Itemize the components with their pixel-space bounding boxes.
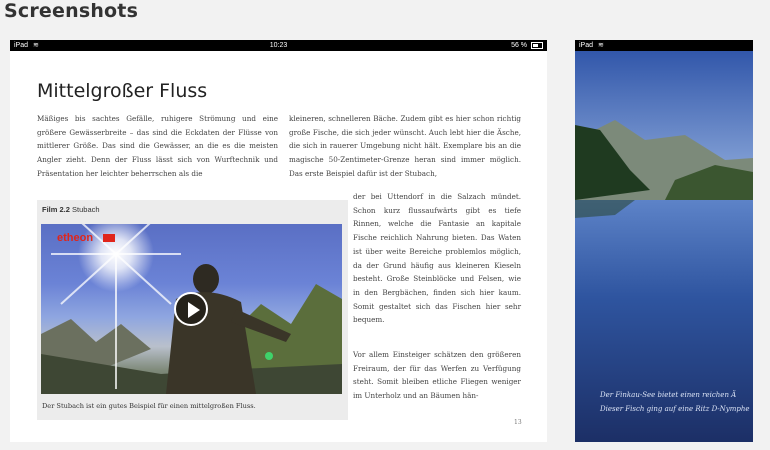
film-label: [42, 205, 100, 214]
status-device-label: iPad: [579, 42, 594, 49]
brand-flag-icon: [103, 234, 115, 242]
caption-line: Dieser Fisch ging auf eine Ritz D-Nymphe: [600, 405, 750, 413]
status-bar: [10, 40, 547, 51]
status-bar: [575, 40, 753, 51]
left-column-text: [37, 112, 278, 181]
paragraph: der bei Uttendorf in die Salzach mündet. Schon kurz flussaufwärts gibt es tiefe Rinnen, welche die Fantasie an kapitale Fische reichlich Nahrung bieten. Das Waten ist über weite Bereiche problemlos möglich, da der Grund häufig aus kleineren Kieseln besteht. Große Steinblöcke und Felsen, wie in den Bergbächen, finden sich hier kaum. Somit gestaltet sich das Fischen hier sehr bequem.: [353, 192, 521, 325]
lake-image: [575, 40, 753, 442]
caption-line: Der Finkau-See bietet einen reichen Ä: [600, 391, 737, 399]
lake-caption: [600, 388, 753, 416]
status-device: [579, 40, 604, 51]
paragraph: Mäßiges bis sachtes Gefälle, ruhigere Strömung und eine größere Gewässerbreite – das sind die Eckdaten der Flüsse von mittlerer Größe. Das sind die Gewässer, an die es die meisten Angler zieht. Denn der Fluss lässt sich von Wurftechnik und Präsentation her leichter beherrschen als die: [37, 114, 278, 178]
status-time: 10:23: [269, 42, 288, 49]
status-battery: [511, 40, 543, 51]
right-column-text-mid: [353, 190, 521, 327]
wifi-icon: ≋: [32, 42, 39, 49]
film-number: Film 2.2: [42, 205, 70, 214]
right-column-text-top: [289, 112, 521, 181]
film-caption: Der Stubach ist ein gutes Beispiel für einen mittelgroßen Fluss.: [42, 402, 256, 410]
page-number: 13: [514, 419, 522, 426]
paragraph: kleineren, schnelleren Bäche. Zudem gibt es hier schon richtig große Fische, die sich jeder wünscht. Auch lebt hier die Äsche, die sich in rauerer Umgebung nicht hält. Exemplare bis an die magische 50-Zentimeter-Grenze heran sind immer möglich. Das erste Beispiel dafür ist der Stubach,: [289, 114, 521, 178]
film-panel: [37, 200, 348, 420]
right-column-text-bottom: [353, 348, 521, 403]
video-player[interactable]: [41, 224, 342, 394]
chapter-title: Mittelgroßer Fluss: [37, 80, 208, 102]
screenshot-book-page[interactable]: [10, 40, 547, 442]
battery-percent: 56 %: [511, 42, 528, 49]
paragraph: Vor allem Einsteiger schätzen den größeren Freiraum, der für das Werfen zu Verfügung steht. Somit bleiben etliche Fliegen weniger im Unterholz und an Bäumen hän-: [353, 350, 521, 401]
film-name: Stubach: [72, 205, 100, 214]
brand-logo-text: etheon: [57, 232, 94, 244]
section-title: Screenshots: [4, 0, 139, 22]
wifi-icon: ≋: [597, 42, 604, 49]
battery-icon: [531, 42, 543, 49]
play-icon[interactable]: [174, 292, 208, 326]
status-device-label: iPad: [14, 42, 29, 49]
screenshot-lake[interactable]: [575, 40, 753, 442]
